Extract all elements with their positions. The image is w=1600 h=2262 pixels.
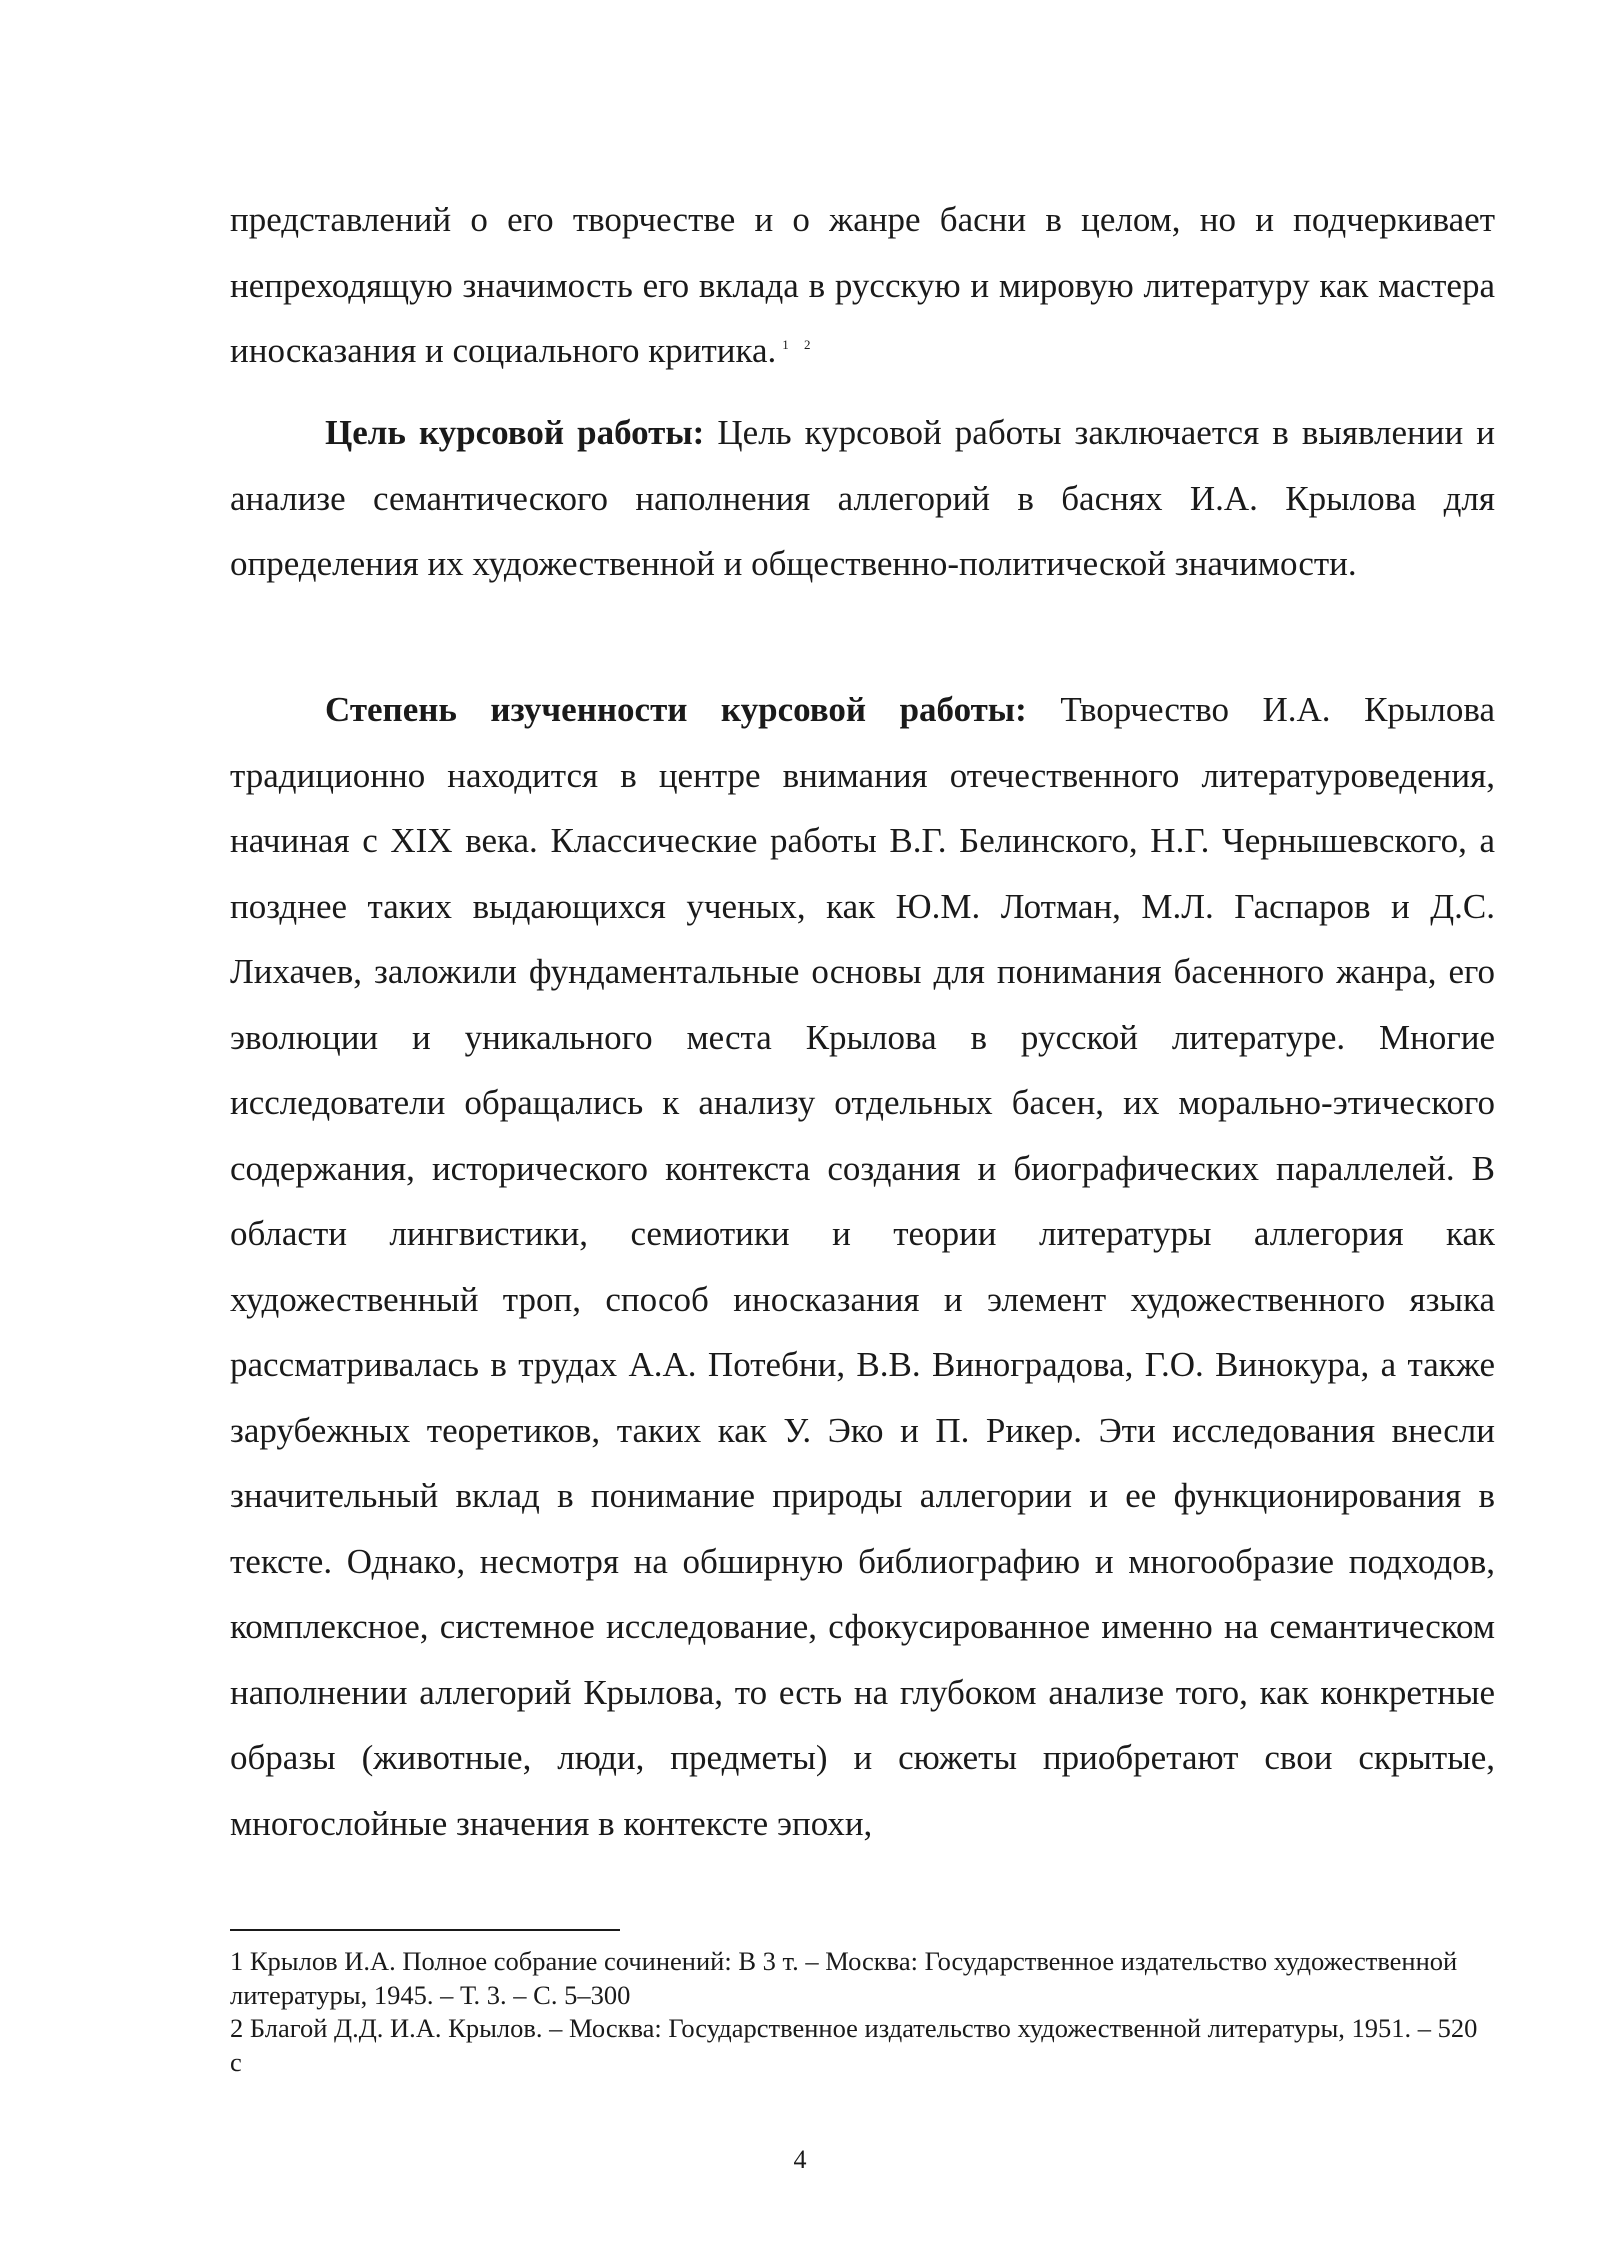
degree-heading: Степень изученности курсовой работы: (325, 690, 1027, 729)
footnotes (230, 1945, 1495, 2079)
page-number: 4 (793, 2145, 807, 2174)
footnote-2: 2 Благой Д.Д. И.А. Крылов. – Москва: Государственное издательство художественной литературы, 1951. – 520 с (230, 2013, 1478, 2077)
paragraph-degree (230, 677, 1495, 1856)
paragraph-intro-text: представлений о его творчестве и о жанре басни в целом, но и подчеркивает непреходящую значимость его вклада в русскую и мировую литературу как мастера иносказания и социального критика. (230, 200, 1495, 370)
paragraph-intro (230, 187, 1495, 384)
footnote-1: 1 Крылов И.А. Полное собрание сочинений: В 3 т. – Москва: Государственное издательство художественной литературы, 1945. – Т. 3. – С. 5–300 (230, 1946, 1458, 2010)
goal-text: Цель курсовой работы заключается в выявлении и анализе семантического наполнения аллегорий в баснях И.А. Крылова для определения их художественной и общественно-политической значимости. (230, 413, 1495, 583)
footnote-references[interactable]: 1 2 (782, 337, 817, 353)
goal-heading: Цель курсовой работы: (325, 413, 705, 452)
footnote-separator (230, 1929, 620, 1931)
degree-text: Творчество И.А. Крылова традиционно находится в центре внимания отечественного литературоведения, начиная с XIX века. Классические работы В.Г. Белинского, Н.Г. Чернышевского, а позднее таких выдающихся ученых, как Ю.М. Лотман, М.Л. Гаспаров и Д.С. Лихачев, заложили фундаментальные основы для понимания басенного жанра, его эволюции и уникального места Крылова в русской литературе. Многие исследователи обращались к анализу отдельных басен, их морально-этического содержания, исторического контекста создания и биографических параллелей. В области лингвистики, семиотики и теории литературы аллегория как художественный троп, способ иносказания и элемент художественного языка рассматривалась в трудах А.А. Потебни, В.В. Виноградова, Г.О. Винокура, а также зарубежных теоретиков, таких как У. Эко и П. Рикер. Эти исследования внесли значительный вклад в понимание природы аллегории и ее функционирования в тексте. Однако, несмотря на обширную библиографию и многообразие подходов, комплексное, системное исследование, сфокусированное именно на семантическом наполнении аллегорий Крылова, то есть на глубоком анализе того, как конкретные образы (животные, люди, предметы) и сюжеты приобретают свои скрытые, многослойные значения в контексте эпохи, (230, 690, 1495, 1843)
paragraph-goal (230, 400, 1495, 597)
